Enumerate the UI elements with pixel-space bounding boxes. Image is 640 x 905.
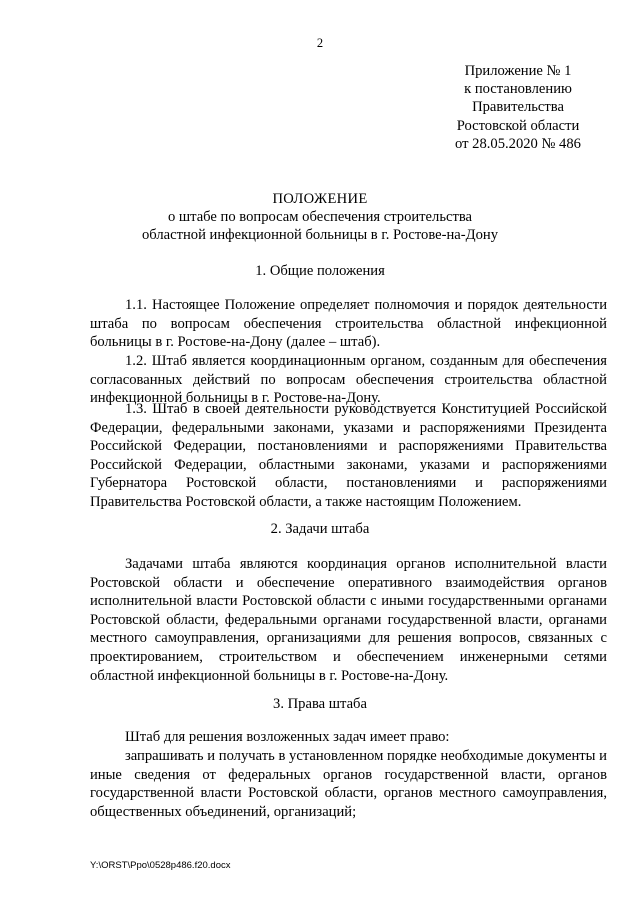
section-heading-general: 1. Общие положения [255, 263, 385, 279]
page-number: 2 [316, 36, 324, 50]
appendix-line: от 28.05.2020 № 486 [455, 135, 581, 152]
appendix-line: Приложение № 1 [464, 63, 572, 79]
document-title [0, 190, 640, 245]
paragraph-2-1: Задачами штаба являются координация органов исполнительной власти Ростовской области и обеспечение оперативного взаимодействия органов исполнительной власти Ростовской области с иными государственными органами Ростовской области, федеральными органами государственной власти, органами местного самоуправления, организациями для решения вопросов, связанных с проектированием, строительством и обеспечением инженерными сетями областной инфекционной больницы в г. Ростове-на-Дону. [90, 556, 607, 684]
appendix-block [420, 62, 616, 153]
paragraph-1-1: 1.1. Настоящее Положение определяет полномочия и порядок деятельности штаба по вопросам обеспечения строительства областной инфекционной больницы в г. Ростове-на-Дону (далее – штаб). [90, 297, 607, 351]
title-main: ПОЛОЖЕНИЕ [272, 191, 368, 207]
paragraph-1-3: 1.3. Штаб в своей деятельности руководствуется Конституцией Российской Федерации, федеральными законами, указами и распоряжениями Президента Российской Федерации, постановлениями и распоряжениями Правительства Российской Федерации, областными законами, указами и распоряжениями Губернатора Ростовской области, постановлениями и распоряжениями Правительства Ростовской области, а также настоящим Положением. [90, 401, 607, 510]
paragraph-3-1: Штаб для решения возложенных задач имеет право: [125, 729, 450, 745]
section-heading-tasks: 2. Задачи штаба [270, 521, 370, 537]
appendix-line: Ростовской области [456, 117, 580, 134]
appendix-line: Правительства [472, 99, 564, 116]
paragraph-1-2: 1.2. Штаб является координационным органом, созданным для обеспечения согласованных действий по вопросам обеспечения строительства областной инфекционной больницы в г. Ростове-на-Дону. [90, 353, 607, 407]
section-heading-rights: 3. Права штаба [273, 696, 367, 712]
title-line: областной инфекционной больницы в г. Ростове-на-Дону [141, 227, 499, 244]
paragraph-3-2: запрашивать и получать в установленном порядке необходимые документы и иные сведения от федеральных органов государственной власти, органов государственной власти Ростовской области, органов местного самоуправления, общественных объединений, организаций; [90, 748, 607, 820]
file-path-footer: Y:\ORST\Ppo\0528p486.f20.docx [90, 860, 231, 871]
title-line: о штабе по вопросам обеспечения строительства [167, 209, 473, 226]
appendix-line: к постановлению [464, 81, 572, 98]
